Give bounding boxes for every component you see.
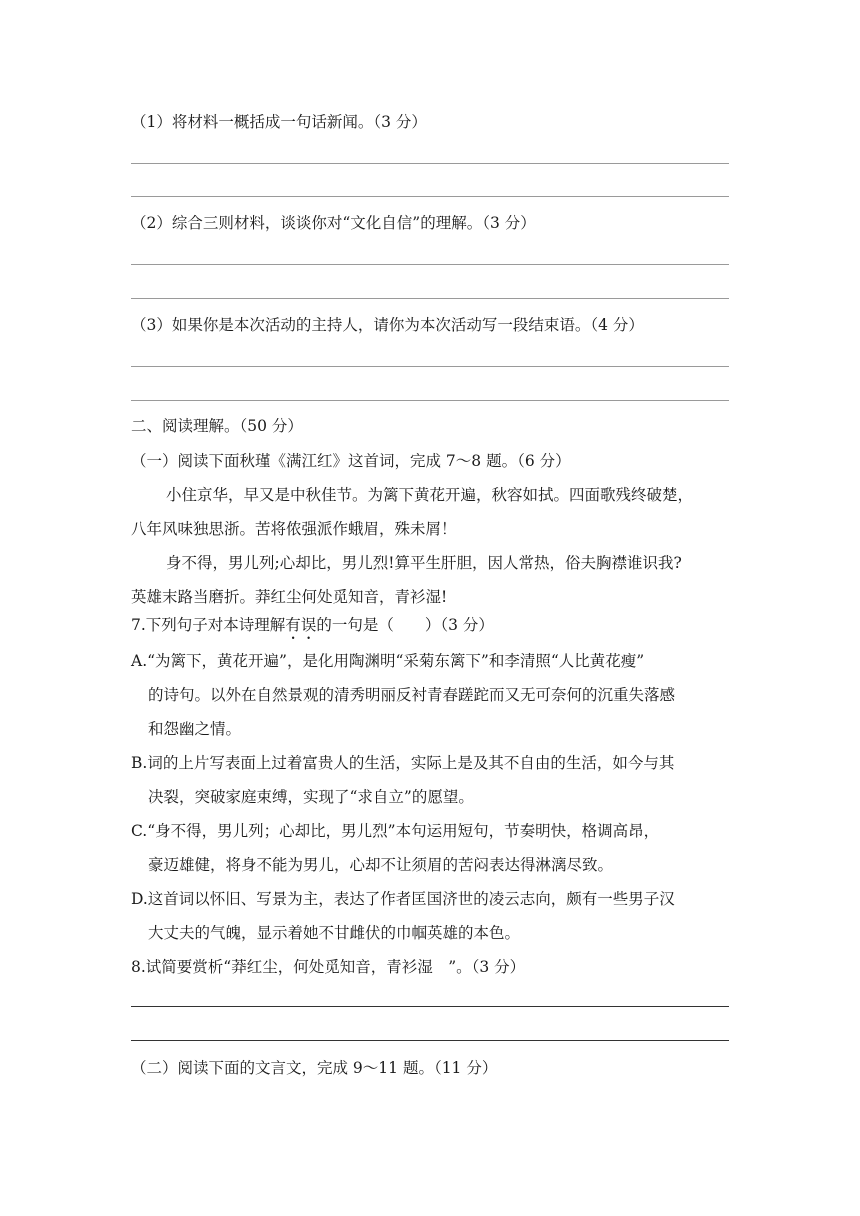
option-c: C.“身不得，男儿列；心却比，男儿烈”本句运用短句，节奏明快，格调高昂， [131,822,660,840]
question-7-text: 的一句是（ ）（3 分） [316,616,494,634]
answer-line [131,196,729,197]
answer-line [131,264,729,265]
poem-line: 八年风味独思浙。苦将侬强派作蛾眉，殊未屑！ [131,520,457,538]
option-c-cont: 豪迈雄健，将身不能为男儿，心却不让须眉的苦闷表达得淋漓尽致。 [148,856,614,874]
poem-line: 小住京华，早又是中秋佳节。为篱下黄花开遍，秋容如拭。四面歌残终破楚， [166,486,694,504]
question-3: （3）如果你是本次活动的主持人，请你为本次活动写一段结束语。（4 分） [131,316,644,334]
answer-line [131,1006,729,1007]
section-heading: 二、阅读理解。（50 分） [131,417,303,435]
answer-line [131,400,729,401]
emphasis-char: 有 [285,616,301,634]
question-1: （1）将材料一概括成一句话新闻。（3 分） [131,113,427,131]
emphasis-char: 误 [300,616,317,634]
part-2-heading: （二）阅读下面的文言文，完成 9～11 题。（11 分） [131,1059,498,1077]
poem-line: 身不得，男儿列;心却比，男儿烈!算平生肝胆，因人常热，俗夫胸襟谁识我? [166,554,682,572]
answer-line [131,1040,729,1041]
answer-line [131,298,729,299]
answer-line [131,366,729,367]
option-a: A.“为篱下，黄花开遍”，是化用陶渊明“采菊东篱下”和李清照“人比黄花瘦” [131,652,645,670]
question-8: 8.试简要赏析“莽红尘，何处觅知音，青衫湿 ”。（3 分） [131,958,526,976]
question-7-text: 7.下列句子对本诗理解 [131,616,286,634]
part-1-heading: （一）阅读下面秋瑾《满江红》这首词，完成 7～8 题。（6 分） [131,452,571,470]
option-a-cont: 和怨幽之情。 [148,720,242,738]
option-d-cont: 大丈夫的气魄，显示着她不甘雌伏的巾帼英雄的本色。 [148,924,521,942]
option-a-cont: 的诗句。以外在自然景观的清秀明丽反衬青春蹉跎而又无可奈何的沉重失落感 [148,686,676,704]
answer-line [131,163,729,164]
option-b-cont: 决裂，突破家庭束缚，实现了“求自立”的愿望。 [148,788,474,806]
question-7 [131,615,494,635]
question-2: （2）综合三则材料，谈谈你对“文化自信”的理解。（3 分） [131,214,536,232]
option-d: D.这首词以怀旧、写景为主，表达了作者匡国济世的凌云志向，颇有一些男子汉 [131,890,675,908]
poem-line: 英雄末路当磨折。莽红尘何处觅知音，青衫湿! [131,588,448,606]
option-b: B.词的上片写表面上过着富贵人的生活，实际上是及其不自由的生活，如今与其 [131,754,675,772]
